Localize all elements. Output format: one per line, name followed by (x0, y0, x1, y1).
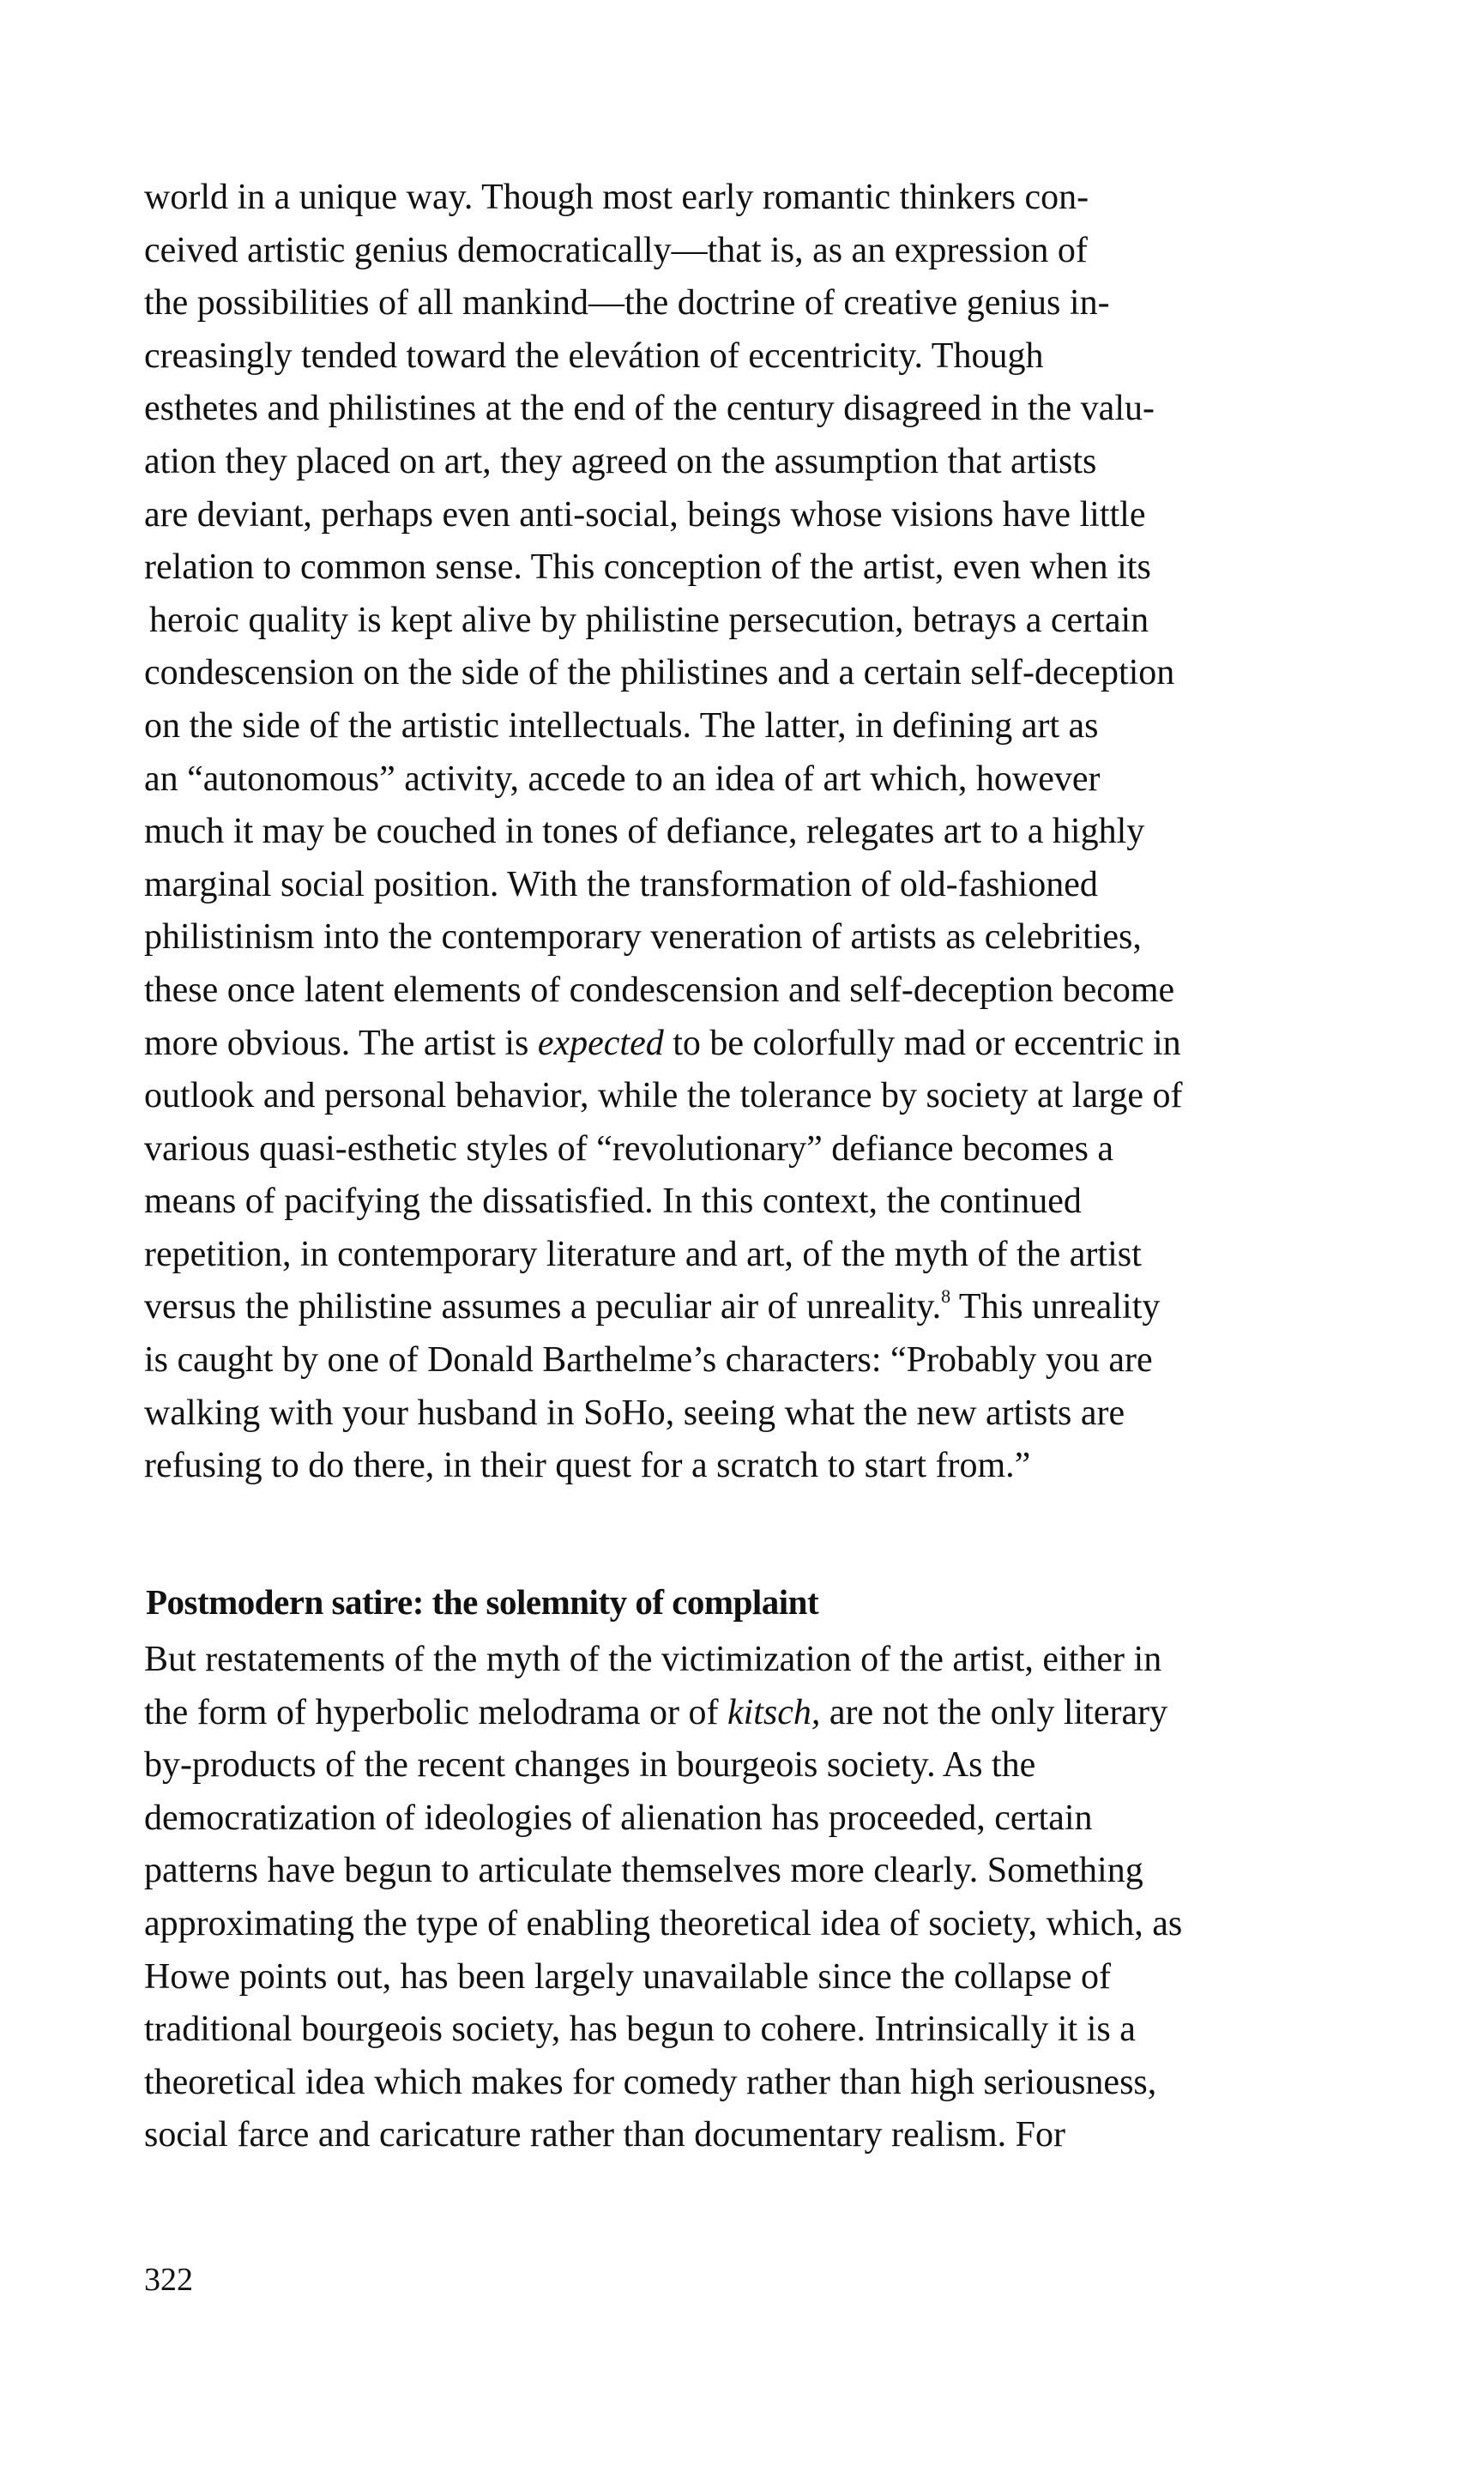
text-line: refusing to do there, in their quest for a scratch to start from.” (144, 1446, 1031, 1486)
text-line: walking with your husband in SoHo, seeing what the new artists are (144, 1393, 1125, 1433)
italic-word: expected (537, 1023, 664, 1063)
text-line: heroic quality is kept alive by philistine persecution, betrays a certain (149, 600, 1149, 640)
text-segment: to be colorfully mad or eccentric in (663, 1023, 1181, 1063)
text-line: traditional bourgeois society, has begun to cohere. Intrinsically it is a (144, 2010, 1136, 2050)
text-line: the possibilities of all mankind—the doctrine of creative genius in- (144, 283, 1110, 323)
text-line: outlook and personal behavior, while the tolerance by society at large of (144, 1076, 1183, 1116)
text-line: democratization of ideologies of alienation has proceeded, certain (144, 1798, 1093, 1838)
text-line: esthetes and philistines at the end of the century disagreed in the valu- (144, 389, 1155, 429)
text-line-with-emphasis (144, 1018, 1362, 1071)
body-paragraph-2 (144, 1634, 1362, 2162)
text-line-with-emphasis (144, 1687, 1362, 1740)
text-segment: versus the philistine assumes a peculiar air of unreality. (144, 1287, 942, 1327)
text-line: by-products of the recent changes in bourgeois society. As the (144, 1745, 1036, 1786)
text-line: means of pacifying the dissatisfied. In this context, the continued (144, 1182, 1082, 1222)
text-line: various quasi-esthetic styles of “revolutionary” defiance becomes a (144, 1128, 1114, 1169)
text-line: marginal social position. With the transformation of old-fashioned (144, 864, 1098, 904)
text-line: theoretical idea which makes for comedy rather than high seriousness, (144, 2062, 1157, 2102)
text-line: philistinism into the contemporary veneration of artists as celebrities, (144, 917, 1142, 958)
text-line: relation to common sense. This conception of the artist, even when its (144, 547, 1151, 588)
text-line: on the side of the artistic intellectuals. The latter, in defining art as (144, 705, 1099, 746)
text-line: condescension on the side of the philistines and a certain self-deception (144, 653, 1175, 693)
text-segment: more obvious. The artist is (144, 1023, 538, 1063)
text-line: an “autonomous” activity, accede to an idea of art which, however (144, 759, 1101, 799)
footnote-reference: 8 (941, 1285, 951, 1308)
section-heading: Postmodern satire: the solemnity of complaint (146, 1582, 819, 1622)
page-number: 322 (144, 2262, 193, 2298)
text-line: is caught by one of Donald Barthelme’s characters: “Probably you are (144, 1340, 1153, 1381)
text-line: patterns have begun to articulate themselves more clearly. Something (144, 1851, 1143, 1891)
italic-word: kitsch, (727, 1692, 821, 1732)
text-segment: the form of hyperbolic melodrama or of (144, 1692, 727, 1732)
text-line: ceived artistic genius democratically—that is, as an expression of (144, 230, 1088, 270)
text-line: Howe points out, has been largely unavailable since the collapse of (144, 1956, 1112, 1997)
text-line: these once latent elements of condescension and self-deception become (144, 970, 1175, 1010)
text-line: But restatements of the myth of the victimization of the artist, either in (144, 1640, 1162, 1679)
text-segment: are not the only literary (820, 1692, 1168, 1732)
text-line: repetition, in contemporary literature and art, of the myth of the artist (144, 1234, 1142, 1274)
text-line: are deviant, perhaps even anti-social, beings whose visions have little (144, 494, 1146, 535)
body-paragraph-1 (144, 172, 1362, 1493)
text-line: creasingly tended toward the elevátion of eccentricity. Though (144, 335, 1044, 376)
text-line-with-footnote (144, 1281, 1362, 1334)
text-line: ation they placed on art, they agreed on the assumption that artists (144, 441, 1097, 481)
text-line: world in a unique way. Though most early romantic thinkers con- (144, 178, 1089, 217)
text-segment: This unreality (950, 1287, 1161, 1327)
text-line: much it may be couched in tones of defiance, relegates art to a highly (144, 812, 1145, 852)
text-line: social farce and caricature rather than documentary realism. For (144, 2115, 1065, 2155)
text-line: approximating the type of enabling theoretical idea of society, which, as (144, 1903, 1183, 1943)
